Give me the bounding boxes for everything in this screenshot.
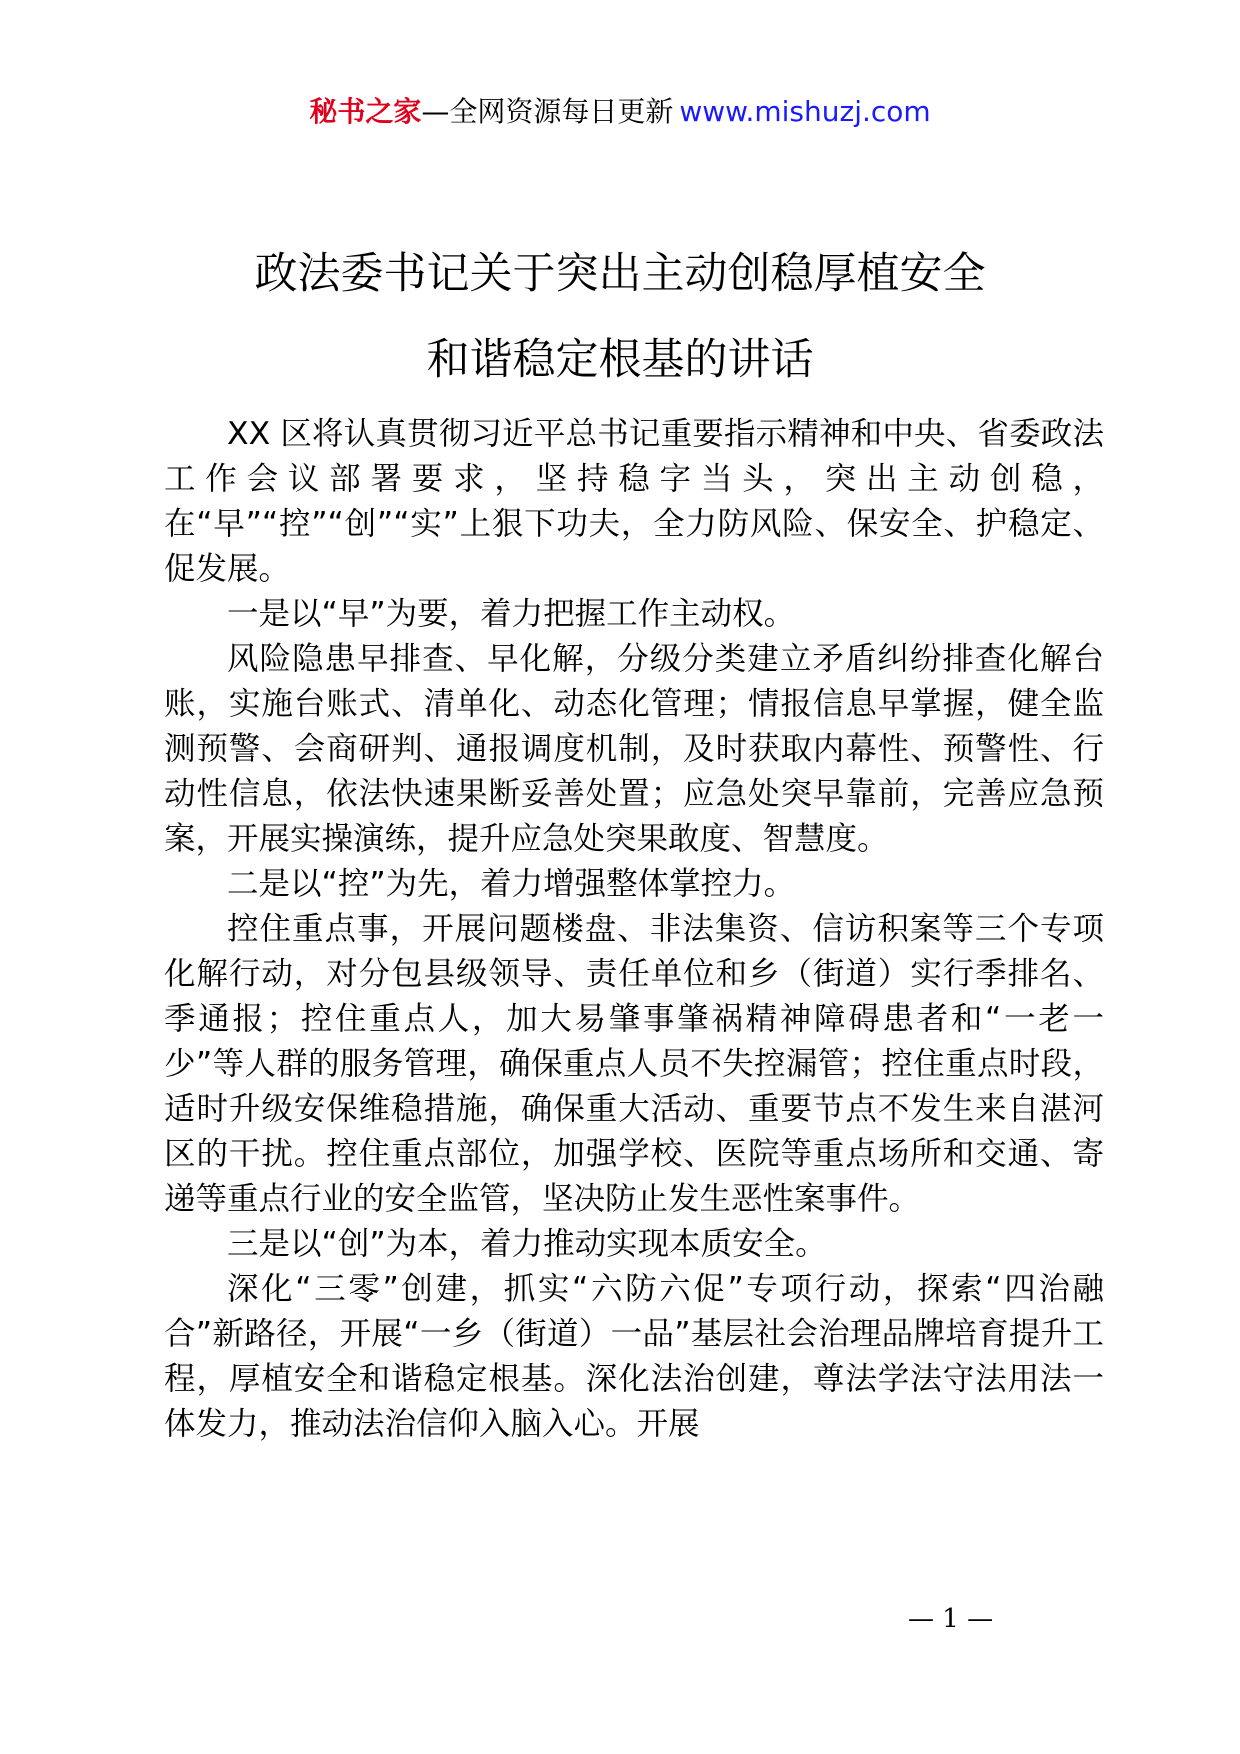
body-paragraph-control: 控住重点事，开展问题楼盘、非法集资、信访积案等三个专项化解行动，对分包县级领导、责任单位和乡（街道）实行季排名、季通报；控住重点人，加大易肇事肇祸精神障碍患者和“一老一少”等人群的服务管理，确保重点人员不失控漏管；控住重点时段，适时升级安保维稳措施，确保重大活动、重要节点不发生来自湛河区的干扰。控住重点部位，加强学校、医院等重点场所和交通、寄递等重点行业的安全监管，坚决防止发生恶性案事件。 — [164, 911, 1104, 1217]
document-title-line-2: 和谐稳定根基的讲话 — [426, 335, 814, 385]
body-paragraph-create: 深化“三零”创建，抓实“六防六促”专项行动，探索“四治融合”新路径，开展“一乡（街道）一品”基层社会治理品牌培育提升工程，厚植安全和谐稳定根基。深化法治创建，尊法学法守法用法一体发力，推动法治信仰入脑入心。开展 — [164, 1271, 1104, 1442]
body-paragraph-intro: XX 区将认真贯彻习近平总书记重要指示精神和中央、省委政法工作会议部署要求，坚持稳字当头，突出主动创稳，在“早”“控”“创”“实”上狠下功夫，全力防风险、保安全、护稳定、促发展。 — [164, 416, 1104, 587]
page-number: — 1 — — [908, 1604, 994, 1634]
site-header — [0, 94, 1240, 130]
section-heading-early: 一是以“早”为要，着力把握工作主动权。 — [227, 596, 796, 632]
section-heading-create: 三是以“创”为本，着力推动实现本质安全。 — [227, 1226, 827, 1262]
site-slogan: —全网资源每日更新 — [421, 95, 674, 128]
section-heading-control: 二是以“控”为先，着力增强整体掌控力。 — [227, 866, 796, 902]
document-title-line-1: 政法委书记关于突出主动创稳厚植安全 — [254, 249, 986, 299]
body-paragraph-early: 风险隐患早排查、早化解，分级分类建立矛盾纠纷排查化解台账，实施台账式、清单化、动态化管理；情报信息早掌握，健全监测预警、会商研判、通报调度机制，及时获取内幕性、预警性、行动性信息，依法快速果断妥善处置；应急处突早靠前，完善应急预案，开展实操演练，提升应急处突果敢度、智慧度。 — [164, 641, 1104, 857]
site-brand: 秘书之家 — [309, 95, 422, 128]
site-url-link[interactable]: www.mishuzj.com — [679, 95, 931, 128]
document-body — [164, 412, 1104, 1447]
